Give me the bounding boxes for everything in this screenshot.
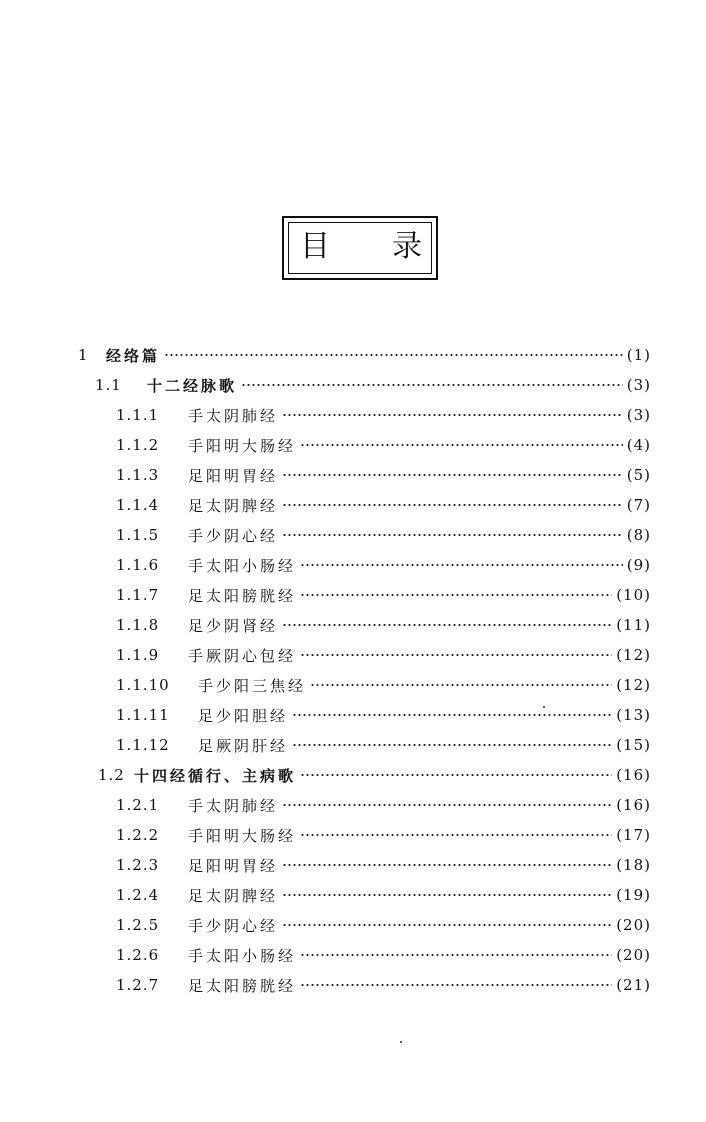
toc-entry[interactable] — [116, 610, 651, 640]
toc-entry-title: 足太阴脾经 — [188, 886, 279, 905]
toc-entry-title: 经络篇 — [106, 346, 161, 365]
toc-entry-title: 手少阴心经 — [188, 916, 279, 935]
toc-entry-page: (3) — [626, 406, 651, 424]
toc-entry[interactable] — [116, 550, 651, 580]
toc-dot-leader — [282, 473, 623, 477]
toc-entry-number: 1.2.7 — [116, 976, 160, 994]
toc-entry-number: 1.1.5 — [116, 526, 160, 544]
toc-entry-page: (12) — [616, 646, 651, 664]
toc-entry[interactable] — [116, 670, 651, 700]
toc-entry[interactable] — [116, 970, 651, 1000]
toc-entry-page: (12) — [616, 676, 651, 694]
toc-entry-title: 足阳明胃经 — [188, 466, 279, 485]
toc-entry-page: (16) — [616, 796, 651, 814]
toc-entry-title: 足太阳膀胱经 — [188, 586, 297, 605]
toc-dot-leader — [282, 923, 612, 927]
toc-dot-leader — [300, 653, 612, 657]
toc-entry-page: (16) — [616, 766, 651, 784]
toc-dot-leader — [292, 743, 612, 747]
toc-entry-number: 1.2 — [98, 766, 125, 784]
toc-dot-leader — [300, 563, 623, 567]
toc-entry-title: 手太阴肺经 — [188, 406, 279, 425]
toc-entry[interactable] — [116, 430, 651, 460]
toc-entry-page: (1) — [626, 346, 651, 364]
toc-entry-page: (20) — [616, 916, 651, 934]
toc-entry-title: 足太阳膀胱经 — [188, 976, 297, 995]
toc-dot-leader — [292, 713, 612, 717]
toc-entry-number: 1.1.2 — [116, 436, 160, 454]
toc-dot-leader — [300, 593, 612, 597]
toc-entry[interactable] — [116, 910, 651, 940]
toc-dot-leader — [300, 443, 623, 447]
toc-dot-leader — [241, 383, 623, 387]
toc-entry[interactable] — [116, 700, 651, 730]
toc-entry-number: 1.2.3 — [116, 856, 160, 874]
toc-entry-number: 1.1.11 — [116, 706, 170, 724]
toc-entry-number: 1.1.12 — [116, 736, 170, 754]
toc-dot-leader — [300, 953, 612, 957]
toc-entry[interactable] — [98, 760, 651, 790]
toc-entry-number: 1.1.6 — [116, 556, 160, 574]
toc-entry-number: 1.1.4 — [116, 496, 160, 514]
scan-speck — [400, 1041, 402, 1043]
toc-entry-page: (17) — [616, 826, 651, 844]
toc-entry[interactable] — [95, 370, 651, 400]
toc-entry-title: 手少阴心经 — [188, 526, 279, 545]
toc-dot-leader — [300, 833, 612, 837]
toc-entry[interactable] — [116, 490, 651, 520]
toc-entry-number: 1.1.9 — [116, 646, 160, 664]
toc-entry-page: (20) — [616, 946, 651, 964]
toc-entry-page: (13) — [616, 706, 651, 724]
toc-entry[interactable] — [116, 940, 651, 970]
toc-dot-leader — [300, 773, 612, 777]
toc-entry-number: 1.1.1 — [116, 406, 160, 424]
toc-entry-page: (8) — [626, 526, 651, 544]
toc-entry-title: 手厥阴心包经 — [188, 646, 297, 665]
toc-entry[interactable] — [116, 400, 651, 430]
toc-entry-page: (18) — [616, 856, 651, 874]
toc-entry-title: 手太阳小肠经 — [188, 946, 297, 965]
toc-entry-page: (19) — [616, 886, 651, 904]
toc-entry[interactable] — [116, 460, 651, 490]
toc-entry-title: 手阳明大肠经 — [188, 436, 297, 455]
toc-entry-number: 1.1 — [95, 376, 122, 394]
toc-entry-title: 足少阳胆经 — [198, 706, 289, 725]
toc-entry-title: 足阳明胃经 — [188, 856, 279, 875]
toc-entry-title: 十二经脉歌 — [147, 376, 238, 395]
toc-entry[interactable] — [78, 340, 651, 370]
toc-entry-page: (11) — [616, 616, 651, 634]
toc-entry[interactable] — [116, 520, 651, 550]
toc-entry-number: 1.1.7 — [116, 586, 160, 604]
toc-entry-title: 足太阴脾经 — [188, 496, 279, 515]
toc-title-box — [282, 216, 438, 280]
toc-dot-leader — [282, 803, 612, 807]
toc-entry-title: 手太阴肺经 — [188, 796, 279, 815]
toc-entry-title: 十四经循行、主病歌 — [134, 766, 297, 785]
toc-entry-title: 手太阳小肠经 — [188, 556, 297, 575]
toc-entry-page: (4) — [626, 436, 651, 454]
toc-entry-page: (9) — [626, 556, 651, 574]
toc-dot-leader — [300, 983, 612, 987]
toc-entry-title: 足厥阴肝经 — [198, 736, 289, 755]
toc-entry-page: (3) — [626, 376, 651, 394]
toc-dot-leader — [282, 863, 612, 867]
toc-entry-page: (5) — [626, 466, 651, 484]
toc-entry[interactable] — [116, 880, 651, 910]
toc-entry[interactable] — [116, 820, 651, 850]
toc-entry-title: 足少阴肾经 — [188, 616, 279, 635]
toc-entry-number: 1.2.1 — [116, 796, 160, 814]
toc-entry-number: 1.2.2 — [116, 826, 160, 844]
toc-dot-leader — [282, 533, 623, 537]
toc-entry-number: 1 — [78, 346, 89, 364]
toc-entry[interactable] — [116, 640, 651, 670]
toc-entry-title: 手阳明大肠经 — [188, 826, 297, 845]
toc-entry-number: 1.1.10 — [116, 676, 170, 694]
toc-entry-number: 1.2.4 — [116, 886, 160, 904]
toc-entry-number: 1.2.6 — [116, 946, 160, 964]
toc-entry-page: (21) — [616, 976, 651, 994]
toc-entry[interactable] — [116, 730, 651, 760]
toc-entry-number: 1.1.8 — [116, 616, 160, 634]
toc-title-char-1: 目 — [300, 229, 330, 264]
toc-dot-leader — [282, 893, 612, 897]
toc-entry-page: (7) — [626, 496, 651, 514]
toc-title-char-2: 录 — [392, 229, 422, 264]
toc-entry[interactable] — [116, 580, 651, 610]
toc-entry-page: (15) — [616, 736, 651, 754]
toc-entry-number: 1.1.3 — [116, 466, 160, 484]
scan-speck — [543, 706, 545, 708]
toc-dot-leader — [310, 683, 612, 687]
toc-dot-leader — [282, 413, 623, 417]
toc-entry-number: 1.2.5 — [116, 916, 160, 934]
toc-dot-leader — [282, 623, 612, 627]
toc-entry-title: 手少阳三焦经 — [198, 676, 307, 695]
toc-entry[interactable] — [116, 850, 651, 880]
toc-entry-page: (10) — [616, 586, 651, 604]
toc-entry[interactable] — [116, 790, 651, 820]
toc-dot-leader — [164, 353, 623, 357]
toc-dot-leader — [282, 503, 623, 507]
